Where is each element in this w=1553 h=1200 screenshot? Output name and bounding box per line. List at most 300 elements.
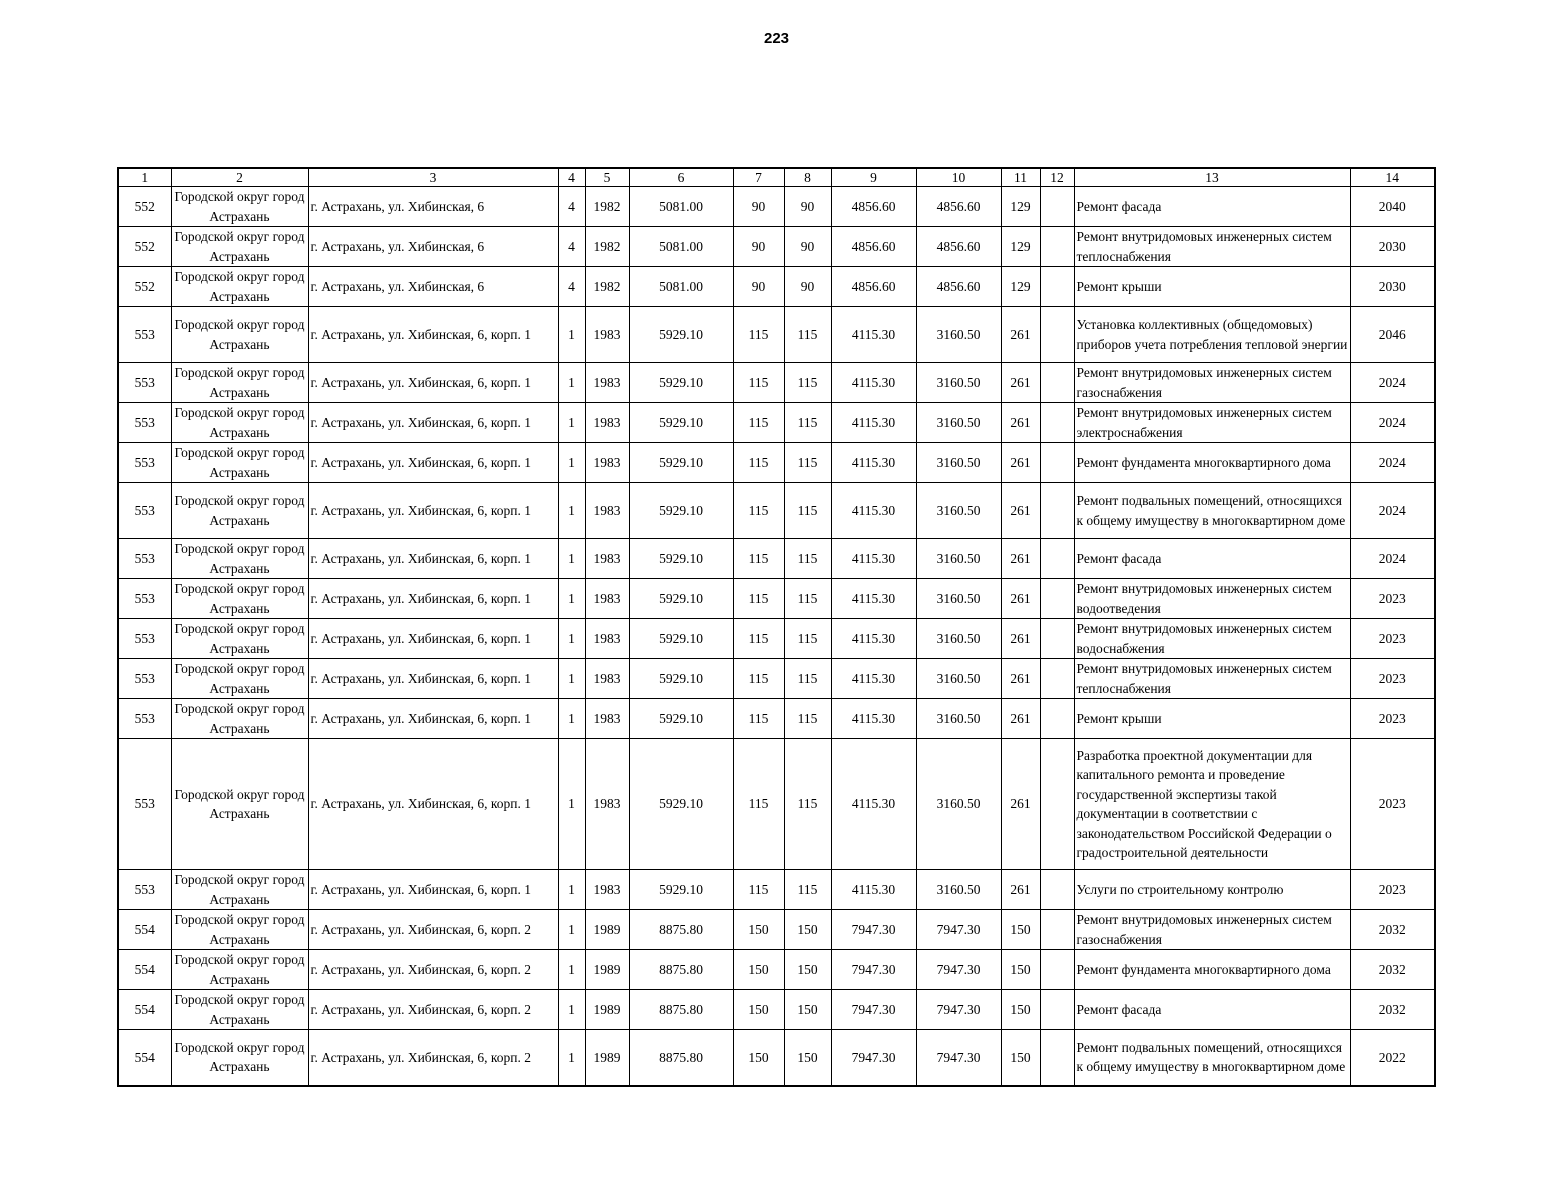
total-area-cell: 8875.80 xyxy=(629,990,733,1030)
address-cell: г. Астрахань, ул. Хибинская, 6, корп. 1 xyxy=(308,443,558,483)
year-cell: 1989 xyxy=(585,950,629,990)
count-cell: 150 xyxy=(733,910,784,950)
table-row xyxy=(118,187,1435,227)
year-planned-cell: 2024 xyxy=(1350,483,1435,539)
header-cell: 3 xyxy=(308,168,558,187)
area-cell: 7947.30 xyxy=(916,910,1001,950)
empty-cell xyxy=(1040,363,1074,403)
year-planned-cell: 2023 xyxy=(1350,659,1435,699)
year-planned-cell: 2023 xyxy=(1350,739,1435,870)
year-cell: 1982 xyxy=(585,267,629,307)
year-cell: 1983 xyxy=(585,870,629,910)
empty-cell xyxy=(1040,619,1074,659)
floors-cell: 1 xyxy=(558,579,585,619)
municipality-cell: Городской округ город Астрахань xyxy=(171,539,308,579)
table-row xyxy=(118,739,1435,870)
total-area-cell: 5929.10 xyxy=(629,659,733,699)
address-cell: г. Астрахань, ул. Хибинская, 6, корп. 1 xyxy=(308,739,558,870)
count-cell: 115 xyxy=(733,579,784,619)
floors-cell: 1 xyxy=(558,483,585,539)
address-cell: г. Астрахань, ул. Хибинская, 6 xyxy=(308,227,558,267)
total-area-cell: 5081.00 xyxy=(629,187,733,227)
total-area-cell: 5929.10 xyxy=(629,739,733,870)
row-number-cell: 553 xyxy=(118,539,171,579)
year-planned-cell: 2032 xyxy=(1350,910,1435,950)
row-number-cell: 553 xyxy=(118,363,171,403)
floors-cell: 1 xyxy=(558,307,585,363)
register-table xyxy=(117,167,1436,1087)
total-area-cell: 5929.10 xyxy=(629,307,733,363)
address-cell: г. Астрахань, ул. Хибинская, 6, корп. 1 xyxy=(308,870,558,910)
address-cell: г. Астрахань, ул. Хибинская, 6 xyxy=(308,187,558,227)
work-type-cell: Ремонт фасада xyxy=(1074,187,1350,227)
residents-cell: 261 xyxy=(1001,579,1040,619)
table-row xyxy=(118,990,1435,1030)
table-header xyxy=(118,168,1435,187)
year-planned-cell: 2022 xyxy=(1350,1030,1435,1086)
empty-cell xyxy=(1040,307,1074,363)
area-cell: 3160.50 xyxy=(916,699,1001,739)
year-planned-cell: 2024 xyxy=(1350,403,1435,443)
count-cell: 115 xyxy=(733,659,784,699)
work-type-cell: Ремонт внутридомовых инженерных систем газоснабжения xyxy=(1074,363,1350,403)
header-cell: 12 xyxy=(1040,168,1074,187)
work-type-cell: Ремонт крыши xyxy=(1074,699,1350,739)
header-cell: 7 xyxy=(733,168,784,187)
year-cell: 1983 xyxy=(585,619,629,659)
table-row xyxy=(118,579,1435,619)
table-row xyxy=(118,443,1435,483)
row-number-cell: 554 xyxy=(118,1030,171,1086)
count-cell: 115 xyxy=(733,403,784,443)
work-type-cell: Установка коллективных (общедомовых) приборов учета потребления тепловой энергии xyxy=(1074,307,1350,363)
count-cell: 115 xyxy=(784,363,831,403)
year-cell: 1983 xyxy=(585,659,629,699)
count-cell: 90 xyxy=(733,187,784,227)
count-cell: 90 xyxy=(784,187,831,227)
empty-cell xyxy=(1040,187,1074,227)
row-number-cell: 554 xyxy=(118,910,171,950)
count-cell: 115 xyxy=(733,363,784,403)
year-planned-cell: 2030 xyxy=(1350,227,1435,267)
residents-cell: 261 xyxy=(1001,307,1040,363)
header-cell: 10 xyxy=(916,168,1001,187)
residents-cell: 261 xyxy=(1001,739,1040,870)
count-cell: 115 xyxy=(784,659,831,699)
empty-cell xyxy=(1040,910,1074,950)
year-cell: 1983 xyxy=(585,539,629,579)
area-cell: 7947.30 xyxy=(916,990,1001,1030)
municipality-cell: Городской округ город Астрахань xyxy=(171,483,308,539)
residents-cell: 150 xyxy=(1001,950,1040,990)
municipality-cell: Городской округ город Астрахань xyxy=(171,619,308,659)
year-planned-cell: 2032 xyxy=(1350,950,1435,990)
row-number-cell: 552 xyxy=(118,227,171,267)
total-area-cell: 5929.10 xyxy=(629,539,733,579)
table-row xyxy=(118,363,1435,403)
municipality-cell: Городской округ город Астрахань xyxy=(171,363,308,403)
work-type-cell: Ремонт внутридомовых инженерных систем газоснабжения xyxy=(1074,910,1350,950)
row-number-cell: 552 xyxy=(118,267,171,307)
area-cell: 3160.50 xyxy=(916,870,1001,910)
area-cell: 3160.50 xyxy=(916,659,1001,699)
municipality-cell: Городской округ город Астрахань xyxy=(171,870,308,910)
header-row xyxy=(118,168,1435,187)
work-type-cell: Ремонт подвальных помещений, относящихся к общему имуществу в многоквартирном доме xyxy=(1074,1030,1350,1086)
header-cell: 2 xyxy=(171,168,308,187)
area-cell: 4856.60 xyxy=(916,187,1001,227)
residents-cell: 261 xyxy=(1001,619,1040,659)
row-number-cell: 554 xyxy=(118,990,171,1030)
floors-cell: 4 xyxy=(558,187,585,227)
count-cell: 90 xyxy=(784,267,831,307)
header-cell: 9 xyxy=(831,168,916,187)
address-cell: г. Астрахань, ул. Хибинская, 6, корп. 1 xyxy=(308,307,558,363)
floors-cell: 1 xyxy=(558,539,585,579)
header-cell: 14 xyxy=(1350,168,1435,187)
floors-cell: 4 xyxy=(558,267,585,307)
floors-cell: 1 xyxy=(558,659,585,699)
count-cell: 115 xyxy=(784,443,831,483)
year-cell: 1982 xyxy=(585,187,629,227)
living-area-cell: 4115.30 xyxy=(831,870,916,910)
count-cell: 90 xyxy=(733,267,784,307)
address-cell: г. Астрахань, ул. Хибинская, 6 xyxy=(308,267,558,307)
municipality-cell: Городской округ город Астрахань xyxy=(171,307,308,363)
municipality-cell: Городской округ город Астрахань xyxy=(171,699,308,739)
living-area-cell: 4115.30 xyxy=(831,443,916,483)
header-cell: 13 xyxy=(1074,168,1350,187)
living-area-cell: 4115.30 xyxy=(831,739,916,870)
count-cell: 115 xyxy=(784,619,831,659)
count-cell: 150 xyxy=(784,910,831,950)
area-cell: 7947.30 xyxy=(916,1030,1001,1086)
residents-cell: 129 xyxy=(1001,187,1040,227)
residents-cell: 261 xyxy=(1001,403,1040,443)
table-row xyxy=(118,307,1435,363)
table-row xyxy=(118,483,1435,539)
work-type-cell: Ремонт внутридомовых инженерных систем теплоснабжения xyxy=(1074,659,1350,699)
header-cell: 8 xyxy=(784,168,831,187)
empty-cell xyxy=(1040,443,1074,483)
count-cell: 115 xyxy=(784,739,831,870)
floors-cell: 1 xyxy=(558,619,585,659)
empty-cell xyxy=(1040,579,1074,619)
municipality-cell: Городской округ город Астрахань xyxy=(171,403,308,443)
address-cell: г. Астрахань, ул. Хибинская, 6, корп. 1 xyxy=(308,619,558,659)
area-cell: 3160.50 xyxy=(916,307,1001,363)
year-planned-cell: 2024 xyxy=(1350,363,1435,403)
row-number-cell: 553 xyxy=(118,619,171,659)
header-cell: 1 xyxy=(118,168,171,187)
area-cell: 3160.50 xyxy=(916,363,1001,403)
year-planned-cell: 2030 xyxy=(1350,267,1435,307)
residents-cell: 261 xyxy=(1001,699,1040,739)
count-cell: 115 xyxy=(784,699,831,739)
table-row xyxy=(118,870,1435,910)
municipality-cell: Городской округ город Астрахань xyxy=(171,227,308,267)
count-cell: 150 xyxy=(784,990,831,1030)
work-type-cell: Разработка проектной документации для капитального ремонта и проведение государственной экспертизы такой документации в соответствии с законодательством Российской Федерации о градостроительной деятельности xyxy=(1074,739,1350,870)
count-cell: 115 xyxy=(733,699,784,739)
municipality-cell: Городской округ город Астрахань xyxy=(171,910,308,950)
floors-cell: 1 xyxy=(558,363,585,403)
address-cell: г. Астрахань, ул. Хибинская, 6, корп. 1 xyxy=(308,483,558,539)
header-cell: 6 xyxy=(629,168,733,187)
floors-cell: 1 xyxy=(558,990,585,1030)
residents-cell: 129 xyxy=(1001,267,1040,307)
header-cell: 4 xyxy=(558,168,585,187)
area-cell: 7947.30 xyxy=(916,950,1001,990)
residents-cell: 129 xyxy=(1001,227,1040,267)
work-type-cell: Ремонт внутридомовых инженерных систем водоснабжения xyxy=(1074,619,1350,659)
count-cell: 115 xyxy=(784,870,831,910)
residents-cell: 150 xyxy=(1001,990,1040,1030)
count-cell: 115 xyxy=(733,307,784,363)
living-area-cell: 4115.30 xyxy=(831,659,916,699)
work-type-cell: Ремонт фасада xyxy=(1074,990,1350,1030)
total-area-cell: 5081.00 xyxy=(629,267,733,307)
year-planned-cell: 2023 xyxy=(1350,619,1435,659)
living-area-cell: 4115.30 xyxy=(831,619,916,659)
residents-cell: 150 xyxy=(1001,1030,1040,1086)
living-area-cell: 7947.30 xyxy=(831,910,916,950)
municipality-cell: Городской округ город Астрахань xyxy=(171,187,308,227)
row-number-cell: 553 xyxy=(118,579,171,619)
empty-cell xyxy=(1040,699,1074,739)
year-cell: 1983 xyxy=(585,363,629,403)
address-cell: г. Астрахань, ул. Хибинская, 6, корп. 2 xyxy=(308,1030,558,1086)
municipality-cell: Городской округ город Астрахань xyxy=(171,739,308,870)
total-area-cell: 5929.10 xyxy=(629,699,733,739)
floors-cell: 1 xyxy=(558,443,585,483)
count-cell: 115 xyxy=(784,483,831,539)
floors-cell: 1 xyxy=(558,950,585,990)
living-area-cell: 4115.30 xyxy=(831,699,916,739)
address-cell: г. Астрахань, ул. Хибинская, 6, корп. 1 xyxy=(308,403,558,443)
work-type-cell: Ремонт внутридомовых инженерных систем теплоснабжения xyxy=(1074,227,1350,267)
total-area-cell: 8875.80 xyxy=(629,950,733,990)
address-cell: г. Астрахань, ул. Хибинская, 6, корп. 1 xyxy=(308,363,558,403)
residents-cell: 261 xyxy=(1001,659,1040,699)
living-area-cell: 4115.30 xyxy=(831,539,916,579)
municipality-cell: Городской округ город Астрахань xyxy=(171,990,308,1030)
year-cell: 1982 xyxy=(585,227,629,267)
year-cell: 1983 xyxy=(585,403,629,443)
table-row xyxy=(118,910,1435,950)
total-area-cell: 5929.10 xyxy=(629,619,733,659)
work-type-cell: Ремонт крыши xyxy=(1074,267,1350,307)
area-cell: 3160.50 xyxy=(916,739,1001,870)
year-planned-cell: 2024 xyxy=(1350,443,1435,483)
address-cell: г. Астрахань, ул. Хибинская, 6, корп. 1 xyxy=(308,699,558,739)
area-cell: 3160.50 xyxy=(916,443,1001,483)
living-area-cell: 4856.60 xyxy=(831,187,916,227)
year-cell: 1983 xyxy=(585,307,629,363)
table-row xyxy=(118,950,1435,990)
living-area-cell: 7947.30 xyxy=(831,950,916,990)
header-cell: 11 xyxy=(1001,168,1040,187)
count-cell: 115 xyxy=(784,307,831,363)
count-cell: 115 xyxy=(784,579,831,619)
year-planned-cell: 2032 xyxy=(1350,990,1435,1030)
count-cell: 90 xyxy=(733,227,784,267)
living-area-cell: 4115.30 xyxy=(831,403,916,443)
header-cell: 5 xyxy=(585,168,629,187)
residents-cell: 150 xyxy=(1001,910,1040,950)
empty-cell xyxy=(1040,403,1074,443)
work-type-cell: Услуги по строительному контролю xyxy=(1074,870,1350,910)
area-cell: 3160.50 xyxy=(916,539,1001,579)
empty-cell xyxy=(1040,267,1074,307)
living-area-cell: 7947.30 xyxy=(831,1030,916,1086)
area-cell: 4856.60 xyxy=(916,267,1001,307)
address-cell: г. Астрахань, ул. Хибинская, 6, корп. 2 xyxy=(308,990,558,1030)
address-cell: г. Астрахань, ул. Хибинская, 6, корп. 1 xyxy=(308,539,558,579)
count-cell: 150 xyxy=(784,950,831,990)
table-row xyxy=(118,403,1435,443)
year-planned-cell: 2040 xyxy=(1350,187,1435,227)
total-area-cell: 5929.10 xyxy=(629,443,733,483)
area-cell: 3160.50 xyxy=(916,619,1001,659)
work-type-cell: Ремонт фасада xyxy=(1074,539,1350,579)
row-number-cell: 553 xyxy=(118,403,171,443)
area-cell: 3160.50 xyxy=(916,403,1001,443)
row-number-cell: 553 xyxy=(118,870,171,910)
total-area-cell: 8875.80 xyxy=(629,1030,733,1086)
table-row xyxy=(118,699,1435,739)
year-cell: 1983 xyxy=(585,579,629,619)
empty-cell xyxy=(1040,659,1074,699)
empty-cell xyxy=(1040,950,1074,990)
floors-cell: 1 xyxy=(558,699,585,739)
floors-cell: 1 xyxy=(558,870,585,910)
address-cell: г. Астрахань, ул. Хибинская, 6, корп. 1 xyxy=(308,659,558,699)
table-row xyxy=(118,619,1435,659)
living-area-cell: 4115.30 xyxy=(831,307,916,363)
empty-cell xyxy=(1040,1030,1074,1086)
municipality-cell: Городской округ город Астрахань xyxy=(171,659,308,699)
row-number-cell: 553 xyxy=(118,699,171,739)
year-planned-cell: 2023 xyxy=(1350,699,1435,739)
total-area-cell: 5929.10 xyxy=(629,483,733,539)
floors-cell: 4 xyxy=(558,227,585,267)
residents-cell: 261 xyxy=(1001,483,1040,539)
total-area-cell: 5929.10 xyxy=(629,579,733,619)
municipality-cell: Городской округ город Астрахань xyxy=(171,1030,308,1086)
year-cell: 1989 xyxy=(585,910,629,950)
row-number-cell: 552 xyxy=(118,187,171,227)
floors-cell: 1 xyxy=(558,910,585,950)
table-row xyxy=(118,1030,1435,1086)
table-row xyxy=(118,539,1435,579)
address-cell: г. Астрахань, ул. Хибинская, 6, корп. 2 xyxy=(308,910,558,950)
year-planned-cell: 2024 xyxy=(1350,539,1435,579)
municipality-cell: Городской округ город Астрахань xyxy=(171,950,308,990)
table-row xyxy=(118,659,1435,699)
living-area-cell: 4856.60 xyxy=(831,227,916,267)
count-cell: 115 xyxy=(733,443,784,483)
table-body xyxy=(118,187,1435,1086)
count-cell: 150 xyxy=(733,1030,784,1086)
row-number-cell: 553 xyxy=(118,443,171,483)
living-area-cell: 7947.30 xyxy=(831,990,916,1030)
year-cell: 1983 xyxy=(585,483,629,539)
living-area-cell: 4115.30 xyxy=(831,483,916,539)
empty-cell xyxy=(1040,990,1074,1030)
residents-cell: 261 xyxy=(1001,539,1040,579)
empty-cell xyxy=(1040,739,1074,870)
count-cell: 115 xyxy=(733,739,784,870)
count-cell: 90 xyxy=(784,227,831,267)
row-number-cell: 554 xyxy=(118,950,171,990)
area-cell: 3160.50 xyxy=(916,579,1001,619)
total-area-cell: 5081.00 xyxy=(629,227,733,267)
year-cell: 1983 xyxy=(585,443,629,483)
floors-cell: 1 xyxy=(558,1030,585,1086)
work-type-cell: Ремонт фундамента многоквартирного дома xyxy=(1074,443,1350,483)
total-area-cell: 5929.10 xyxy=(629,403,733,443)
empty-cell xyxy=(1040,539,1074,579)
address-cell: г. Астрахань, ул. Хибинская, 6, корп. 1 xyxy=(308,579,558,619)
residents-cell: 261 xyxy=(1001,443,1040,483)
municipality-cell: Городской округ город Астрахань xyxy=(171,579,308,619)
table-row xyxy=(118,227,1435,267)
area-cell: 3160.50 xyxy=(916,483,1001,539)
page-number: 223 xyxy=(763,30,790,47)
year-planned-cell: 2023 xyxy=(1350,579,1435,619)
residents-cell: 261 xyxy=(1001,363,1040,403)
count-cell: 115 xyxy=(733,619,784,659)
living-area-cell: 4115.30 xyxy=(831,363,916,403)
year-cell: 1983 xyxy=(585,699,629,739)
row-number-cell: 553 xyxy=(118,483,171,539)
work-type-cell: Ремонт фундамента многоквартирного дома xyxy=(1074,950,1350,990)
municipality-cell: Городской округ город Астрахань xyxy=(171,443,308,483)
count-cell: 115 xyxy=(733,483,784,539)
work-type-cell: Ремонт подвальных помещений, относящихся к общему имуществу в многоквартирном доме xyxy=(1074,483,1350,539)
area-cell: 4856.60 xyxy=(916,227,1001,267)
empty-cell xyxy=(1040,227,1074,267)
row-number-cell: 553 xyxy=(118,739,171,870)
work-type-cell: Ремонт внутридомовых инженерных систем водоотведения xyxy=(1074,579,1350,619)
residents-cell: 261 xyxy=(1001,870,1040,910)
count-cell: 115 xyxy=(784,539,831,579)
count-cell: 115 xyxy=(784,403,831,443)
count-cell: 115 xyxy=(733,539,784,579)
year-cell: 1983 xyxy=(585,739,629,870)
year-planned-cell: 2023 xyxy=(1350,870,1435,910)
total-area-cell: 5929.10 xyxy=(629,363,733,403)
table-row xyxy=(118,267,1435,307)
work-type-cell: Ремонт внутридомовых инженерных систем электроснабжения xyxy=(1074,403,1350,443)
count-cell: 150 xyxy=(733,950,784,990)
floors-cell: 1 xyxy=(558,739,585,870)
address-cell: г. Астрахань, ул. Хибинская, 6, корп. 2 xyxy=(308,950,558,990)
row-number-cell: 553 xyxy=(118,659,171,699)
floors-cell: 1 xyxy=(558,403,585,443)
year-cell: 1989 xyxy=(585,1030,629,1086)
living-area-cell: 4115.30 xyxy=(831,579,916,619)
empty-cell xyxy=(1040,483,1074,539)
total-area-cell: 8875.80 xyxy=(629,910,733,950)
count-cell: 150 xyxy=(784,1030,831,1086)
total-area-cell: 5929.10 xyxy=(629,870,733,910)
year-planned-cell: 2046 xyxy=(1350,307,1435,363)
living-area-cell: 4856.60 xyxy=(831,267,916,307)
row-number-cell: 553 xyxy=(118,307,171,363)
year-cell: 1989 xyxy=(585,990,629,1030)
